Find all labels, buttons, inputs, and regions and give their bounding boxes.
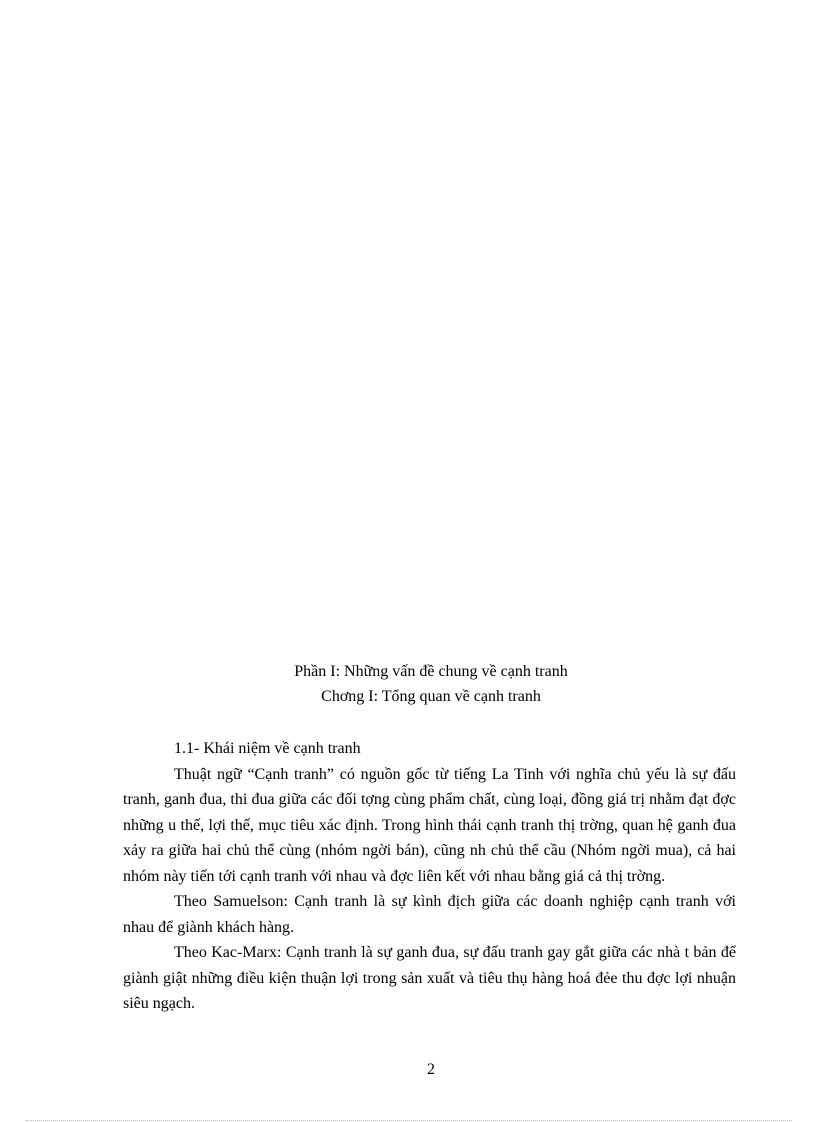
part-title: Phần I: Những vấn đề chung về cạnh tranh — [294, 663, 568, 680]
paragraph: Theo Samuelson: Cạnh tranh là sự kình địch giữa các doanh nghiệp cạnh tranh với nhau để giành khách hàng. — [123, 893, 736, 936]
paragraph: Thuật ngữ “Cạnh tranh” có nguồn gốc từ tiếng La Tinh với nghĩa chủ yếu là sự đấu tranh, ganh đua, thi đua giữa các đối tợng cùng phẩm chất, cùng loại, đồng giá trị nhằm đạt đợc những u thế, lợi thế, mục tiêu xác định. Trong hình thái cạnh tranh thị trờng, quan hệ ganh đua xảy ra giữa hai chủ thể cùng (nhóm ngời bán), cũng nh chủ thể cầu (Nhóm ngời mua), cả hai nhóm này tiến tới cạnh tranh với nhau và đợc liên kết với nhau bằng giá cả thị trờng. — [123, 765, 736, 885]
section-heading: 1.1- Khái niệm về cạnh tranh — [174, 740, 361, 757]
page-bottom-divider — [26, 1120, 792, 1121]
chapter-title: Chơng I: Tổng quan về cạnh tranh — [321, 688, 541, 705]
paragraph: Theo Kac-Marx: Cạnh tranh là sự ganh đua, sự đấu tranh gay gắt giữa các nhà t bản để giành giật những điều kiện thuận lợi trong sản xuất và tiêu thụ hàng hoá đẻe thu đợc lợi nhuận siêu ngạch. — [123, 944, 736, 1012]
body-text — [123, 736, 736, 1017]
page-number: 2 — [427, 1061, 435, 1078]
